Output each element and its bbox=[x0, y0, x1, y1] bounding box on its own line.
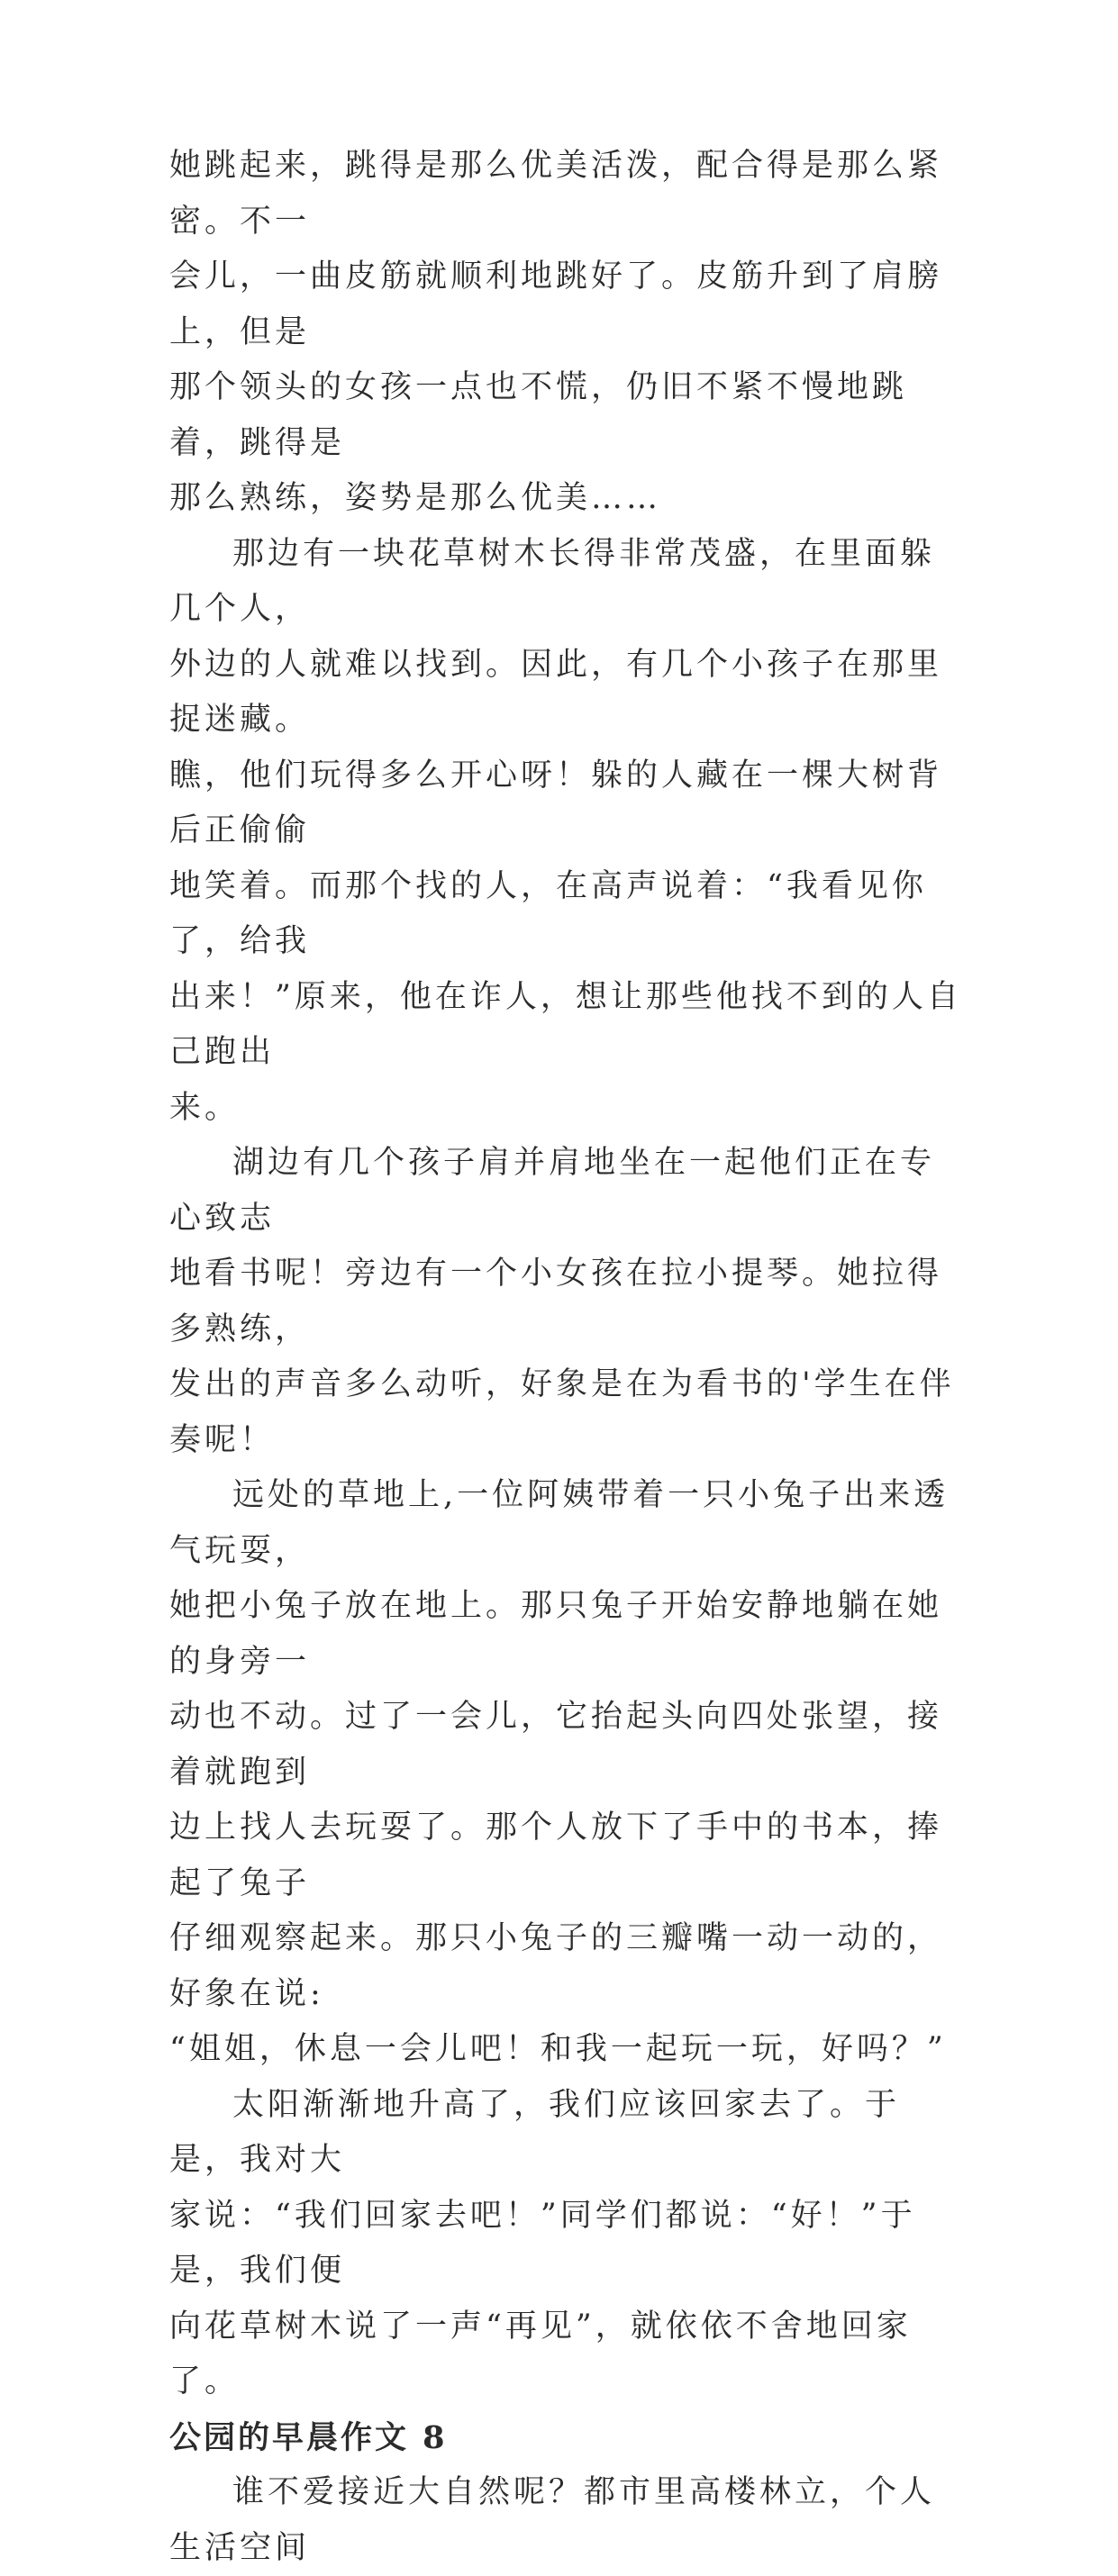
paragraph-1: 她跳起来，跳得是那么优美活泼，配合得是那么紧密。不一 会儿，一曲皮筋就顺利地跳好了。皮筋升到了肩膀上，但是 那个领头的女孩一点也不慌，仍旧不紧不慢地跳着，跳得是 那么熟练，姿势是那么优美…… bbox=[169, 148, 943, 516]
paragraph-4: 远处的草地上,一位阿姨带着一只小兔子出来透气玩耍， 她把小兔子放在地上。那只兔子开始安静地躺在她的身旁一 动也不动。过了一会儿，它抬起头向四处张望，接着就跑到 边上找人去玩耍了。那个人放下了手中的书本，捧起了兔子 仔细观察起来。那只小兔子的三瓣嘴一动一动的，好象在说: “姐姐，休息一会儿吧！和我一起玩一玩，好吗？” bbox=[169, 1477, 950, 2067]
document-body bbox=[169, 139, 962, 2576]
paragraph-5: 太阳渐渐地升高了，我们应该回家去了。于是，我对大 家说：“我们回家去吧！”同学们都说：“好！”于是，我们便 向花草树木说了一声“再见”，就依依不舍地回家了。 bbox=[169, 2086, 916, 2399]
paragraph-6: 谁不爱接近大自然呢？都市里高楼林立，个人生活空间 bbox=[169, 2474, 936, 2566]
paragraph-3: 湖边有几个孩子肩并肩地坐在一起他们正在专心致志 地看书呢！旁边有一个小女孩在拉小提琴。她拉得多熟练， 发出的声音多么动听，好象是在为看书的'学生在伴奏呢！ bbox=[169, 1145, 955, 1458]
paragraph-2: 那边有一块花草树木长得非常茂盛，在里面躲几个人， 外边的人就难以找到。因此，有几个小孩子在那里捉迷藏。 瞧，他们玩得多么开心呀！躲的人藏在一棵大树背后正偷偷 地笑着。而那个找的人，在高声说着：“我看见你了，给我 出来！”原来，他在诈人，想让那些他找不到的人自己跑出 来。 bbox=[169, 535, 962, 1126]
section-heading: 公园的早晨作文 8 bbox=[169, 2418, 448, 2456]
